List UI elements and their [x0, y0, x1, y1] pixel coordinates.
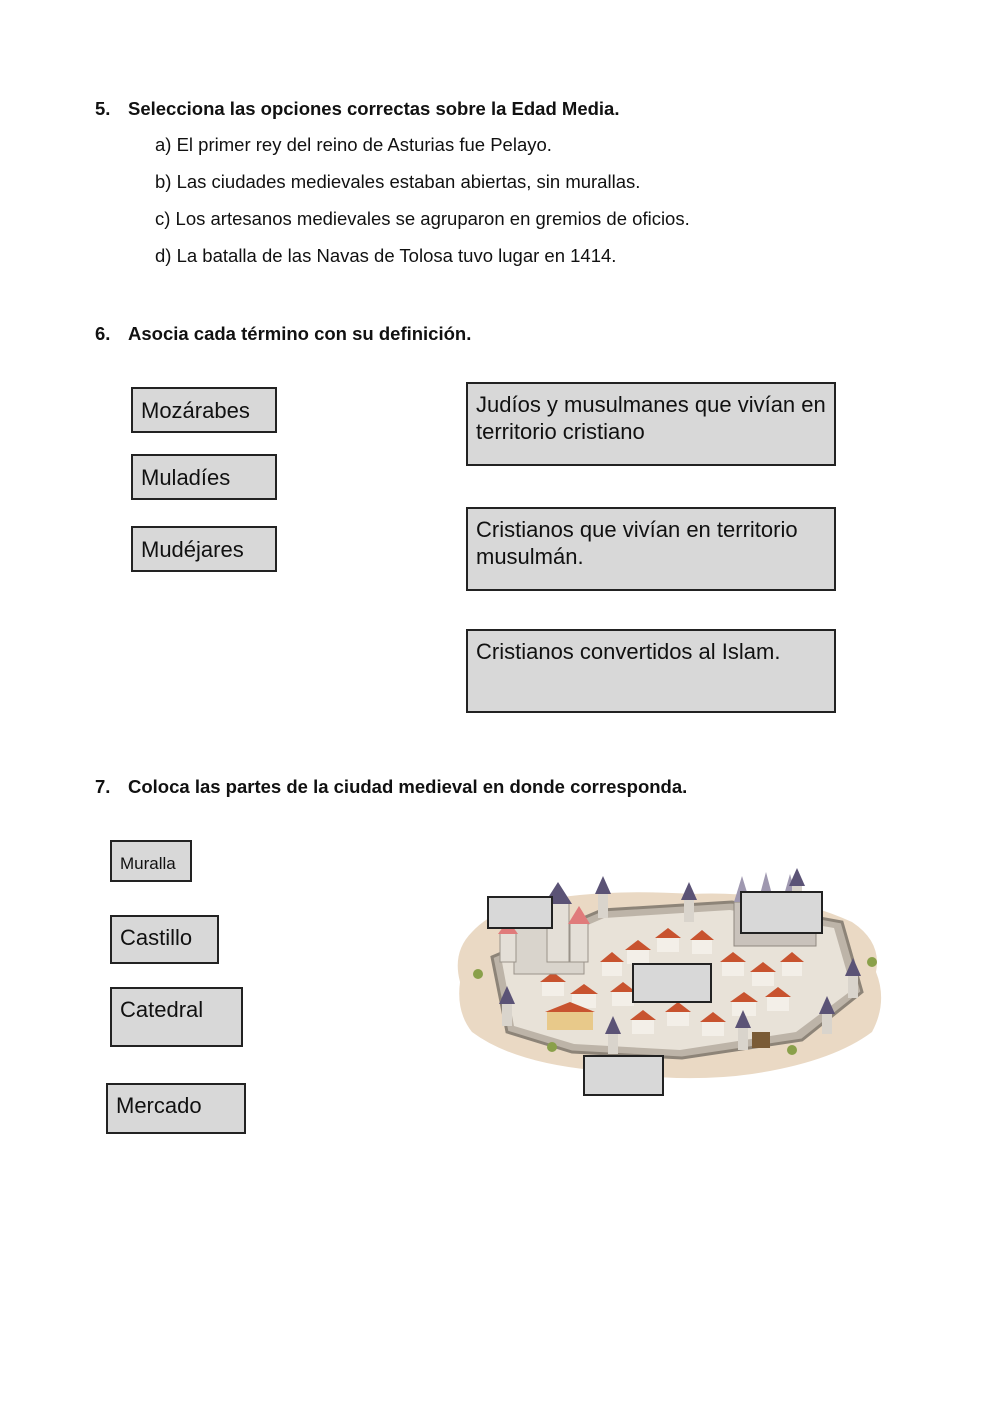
- term-mudejares[interactable]: Mudéjares: [131, 526, 277, 572]
- drop-zone-wall[interactable]: [583, 1055, 664, 1096]
- part-mercado[interactable]: Mercado: [106, 1083, 246, 1134]
- part-muralla[interactable]: Muralla: [110, 840, 192, 882]
- option-d[interactable]: d) La batalla de las Navas de Tolosa tuvo lugar en 1414.: [155, 245, 617, 266]
- term-muladies[interactable]: Muladíes: [131, 454, 277, 500]
- drop-zone-market[interactable]: [632, 963, 712, 1003]
- definition-3[interactable]: Cristianos convertidos al Islam.: [466, 629, 836, 713]
- city-gate: [752, 1032, 770, 1048]
- option-a[interactable]: a) El primer rey del reino de Asturias fue Pelayo.: [155, 134, 552, 155]
- term-mozarabes[interactable]: Mozárabes: [131, 387, 277, 433]
- definition-2[interactable]: Cristianos que vivían en territorio musulmán.: [466, 507, 836, 591]
- drop-zone-castle[interactable]: [487, 896, 553, 929]
- question-5-number: 5.: [95, 98, 111, 119]
- definition-1[interactable]: Judíos y musulmanes que vivían en territorio cristiano: [466, 382, 836, 466]
- question-6-text: Asocia cada término con su definición.: [128, 323, 472, 344]
- question-6-number: 6.: [95, 323, 111, 344]
- option-b[interactable]: b) Las ciudades medievales estaban abiertas, sin murallas.: [155, 171, 641, 192]
- drop-zone-cathedral[interactable]: [740, 891, 823, 934]
- question-5-title: [95, 98, 619, 120]
- option-c[interactable]: c) Los artesanos medievales se agruparon en gremios de oficios.: [155, 208, 690, 229]
- part-castillo[interactable]: Castillo: [110, 915, 219, 964]
- question-5-text: Selecciona las opciones correctas sobre la Edad Media.: [128, 98, 620, 119]
- question-7-title: [95, 776, 687, 798]
- question-7-number: 7.: [95, 776, 111, 797]
- question-6-title: [95, 323, 471, 345]
- question-7-text: Coloca las partes de la ciudad medieval en donde corresponda.: [128, 776, 688, 797]
- part-catedral[interactable]: Catedral: [110, 987, 243, 1047]
